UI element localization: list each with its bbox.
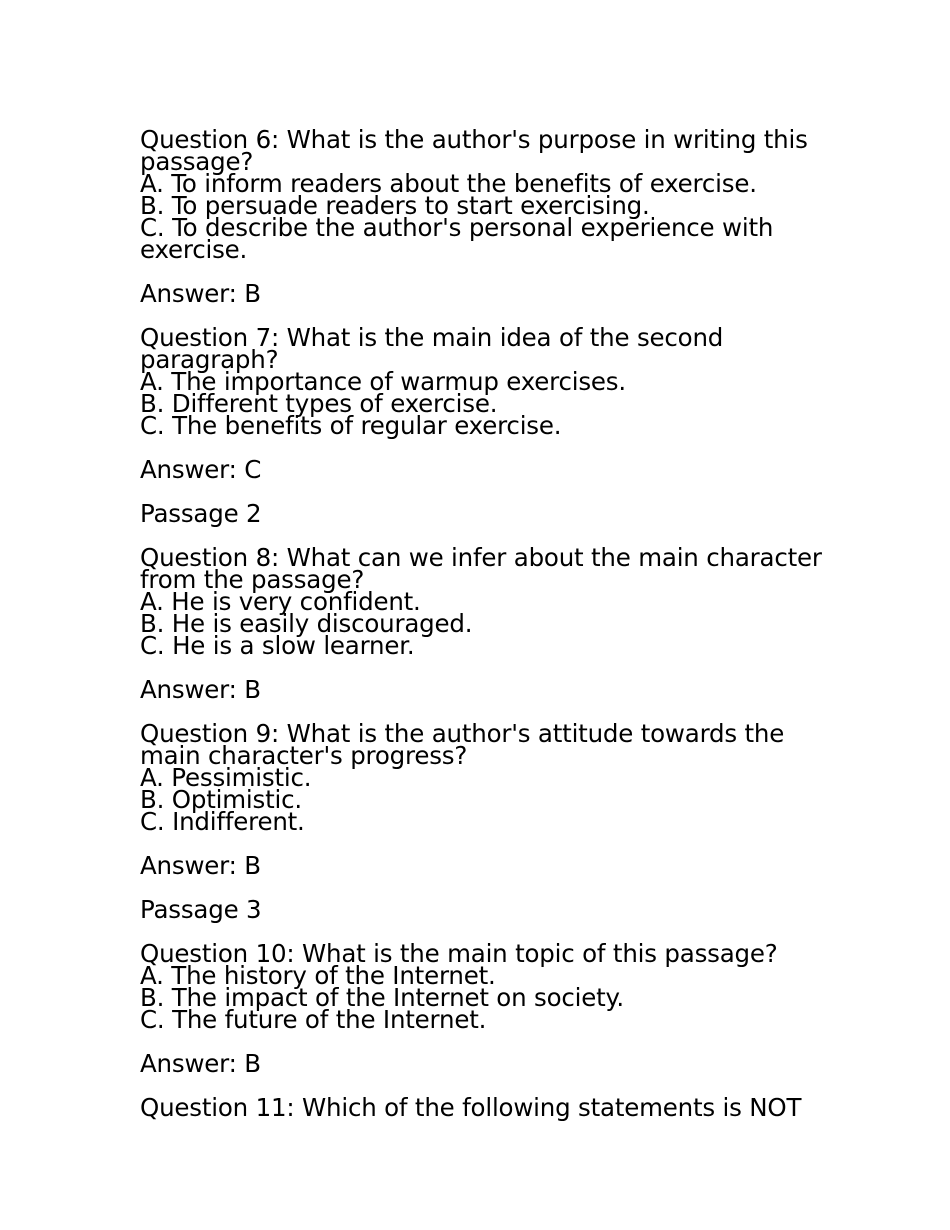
text-line: main character's progress?	[140, 741, 468, 770]
text-line: Answer: C	[140, 455, 262, 484]
text-line: B. To persuade readers to start exercising.	[140, 191, 650, 220]
text-line: paragraph?	[140, 345, 279, 374]
text-line: B. Different types of exercise.	[140, 389, 498, 418]
text-line: Question 11: Which of the following statements is NOT	[140, 1093, 802, 1122]
document-page	[140, 125, 830, 1122]
text-line: Passage 3	[140, 895, 262, 924]
text-line: Answer: B	[140, 1049, 261, 1078]
text-line: A. The history of the Internet.	[140, 961, 496, 990]
text-line: A. Pessimistic.	[140, 763, 312, 792]
text-line: Question 7: What is the main idea of the second	[140, 323, 724, 352]
text-line: passage?	[140, 147, 254, 176]
text-line: A. He is very confident.	[140, 587, 421, 616]
text-line: Answer: B	[140, 279, 261, 308]
text-line: Question 8: What can we infer about the main character	[140, 543, 822, 572]
text-line: C. The future of the Internet.	[140, 1005, 487, 1034]
text-line: C. He is a slow learner.	[140, 631, 415, 660]
text-line: C. The benefits of regular exercise.	[140, 411, 562, 440]
text-line: B. He is easily discouraged.	[140, 609, 473, 638]
text-line: B. Optimistic.	[140, 785, 302, 814]
text-line: A. The importance of warmup exercises.	[140, 367, 626, 396]
text-line: exercise.	[140, 235, 248, 264]
text-line: Passage 2	[140, 499, 262, 528]
text-line: B. The impact of the Internet on society.	[140, 983, 624, 1012]
text-line: Answer: B	[140, 675, 261, 704]
text-line: C. Indifferent.	[140, 807, 305, 836]
text-line: from the passage?	[140, 565, 365, 594]
text-line: Question 9: What is the author's attitude towards the	[140, 719, 785, 748]
text-line: Question 6: What is the author's purpose in writing this	[140, 125, 808, 154]
text-line: A. To inform readers about the benefits of exercise.	[140, 169, 757, 198]
text-line: Question 10: What is the main topic of this passage?	[140, 939, 778, 968]
text-line: C. To describe the author's personal experience with	[140, 213, 774, 242]
text-line: Answer: B	[140, 851, 261, 880]
